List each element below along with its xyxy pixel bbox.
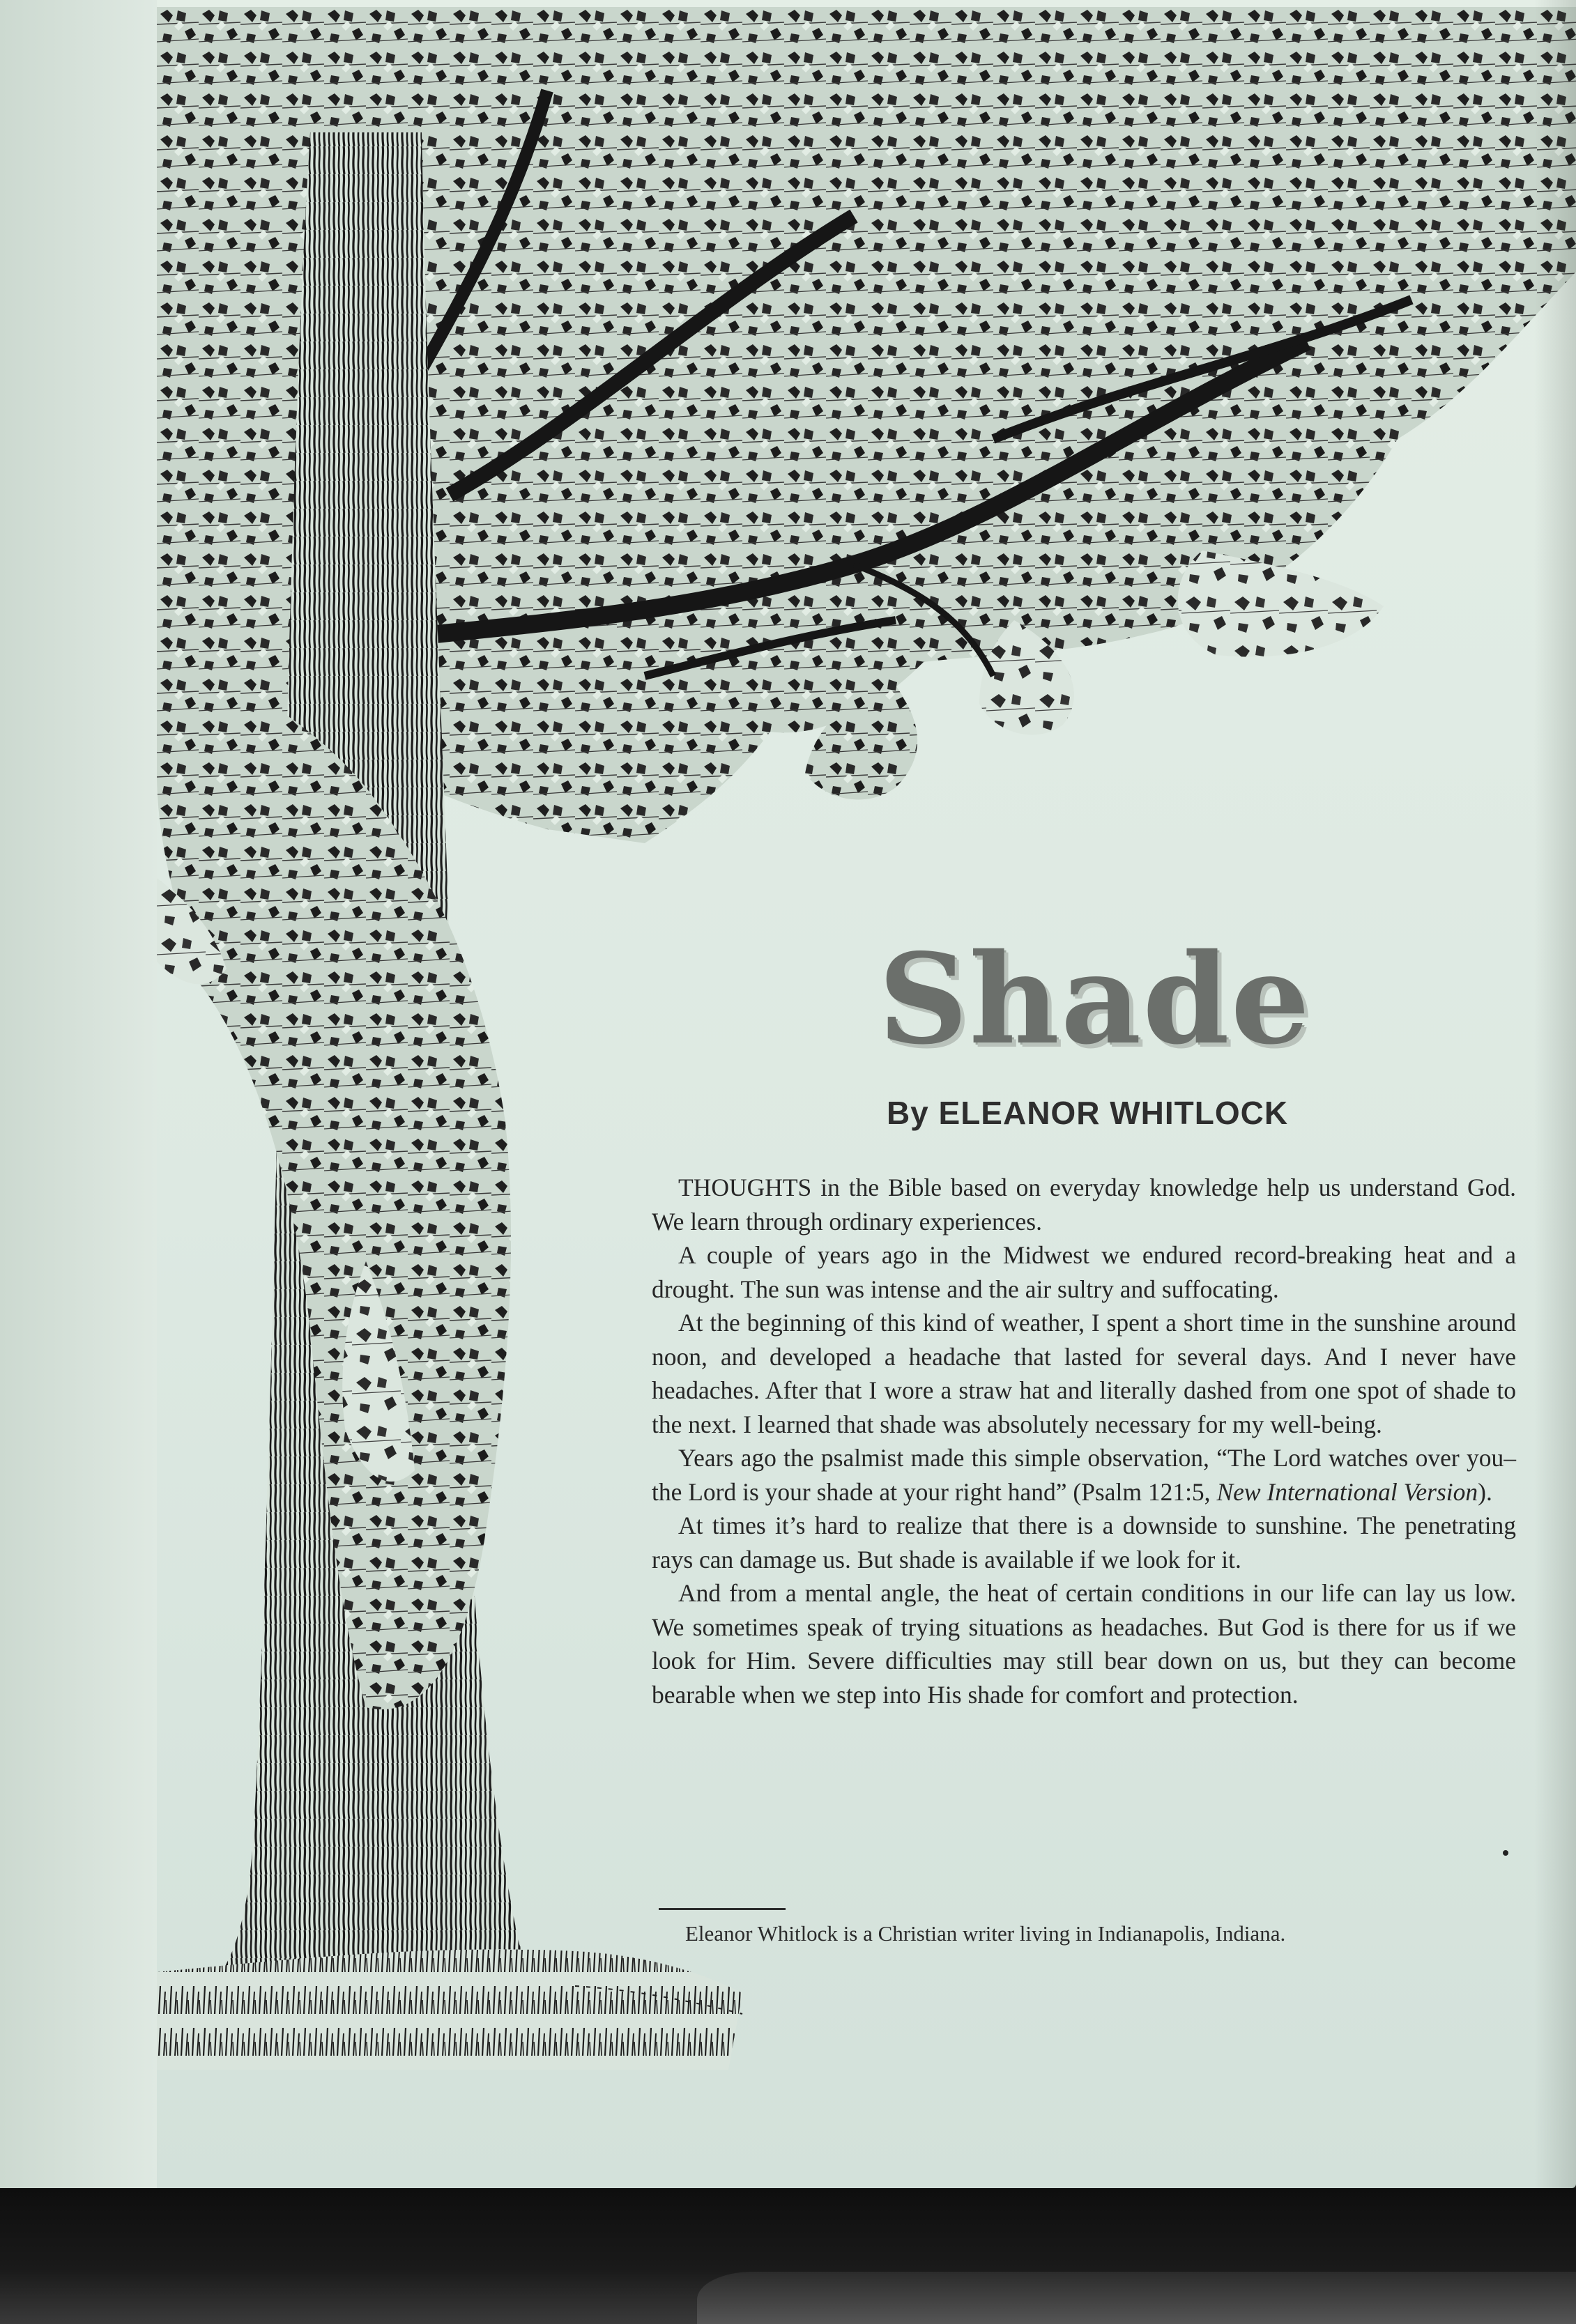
paragraph-text: Years ago the psalmist made this simple observation, “The Lord watches over you–the Lord is your shade at your right hand” (Psalm 121:5, bbox=[652, 1444, 1516, 1506]
page-fold bbox=[697, 2272, 1576, 2324]
article-body bbox=[652, 1171, 1516, 1711]
paragraph: At times it’s hard to realize that there is a downside to sunshine. The penetrating rays can damage us. But shade is available if we look for it. bbox=[652, 1511, 1516, 1573]
tree-drawing bbox=[157, 7, 1576, 2077]
paragraph: THOUGHTS in the Bible based on everyday knowledge help us understand God. We learn through ordinary experiences. bbox=[652, 1173, 1516, 1236]
article-title: Shade bbox=[878, 926, 1312, 1072]
paragraph: A couple of years ago in the Midwest we endured record-breaking heat and a drought. The sun was intense and the air sultry and suffocating. bbox=[652, 1241, 1516, 1303]
paragraph: And from a mental angle, the heat of certain conditions in our life can lay us low. We sometimes speak of trying situations as headaches. But God is there for us if we look for Him. Severe difficulties may still bear down on us, but they can become bearable when we step into His shade for comfort and protection. bbox=[652, 1579, 1516, 1709]
end-mark bbox=[1503, 1850, 1508, 1856]
byline-prefix: By bbox=[886, 1095, 929, 1131]
bible-version: New International Version bbox=[1216, 1477, 1478, 1506]
paragraph-text: ). bbox=[1478, 1477, 1492, 1506]
page-edge-shadow bbox=[1534, 0, 1576, 2188]
paragraph: At the beginning of this kind of weather, I spent a short time in the sunshine around noon, and developed a headache that lasted for several days. And I never have headaches. After that I wore a straw hat and literally dashed from one spot of shade to the next. I learned that shade was absolutely necessary for my well-being. bbox=[652, 1309, 1516, 1438]
paragraph bbox=[652, 1441, 1516, 1509]
tree-illustration bbox=[157, 7, 1576, 2077]
byline bbox=[823, 1094, 1352, 1132]
footnote-rule bbox=[659, 1908, 786, 1910]
scanner-background bbox=[0, 2188, 1576, 2324]
author-name: ELEANOR WHITLOCK bbox=[938, 1095, 1289, 1131]
author-note: Eleanor Whitlock is a Christian writer living in Indianapolis, Indiana. bbox=[685, 1921, 1286, 1946]
page-margin bbox=[0, 0, 157, 2188]
